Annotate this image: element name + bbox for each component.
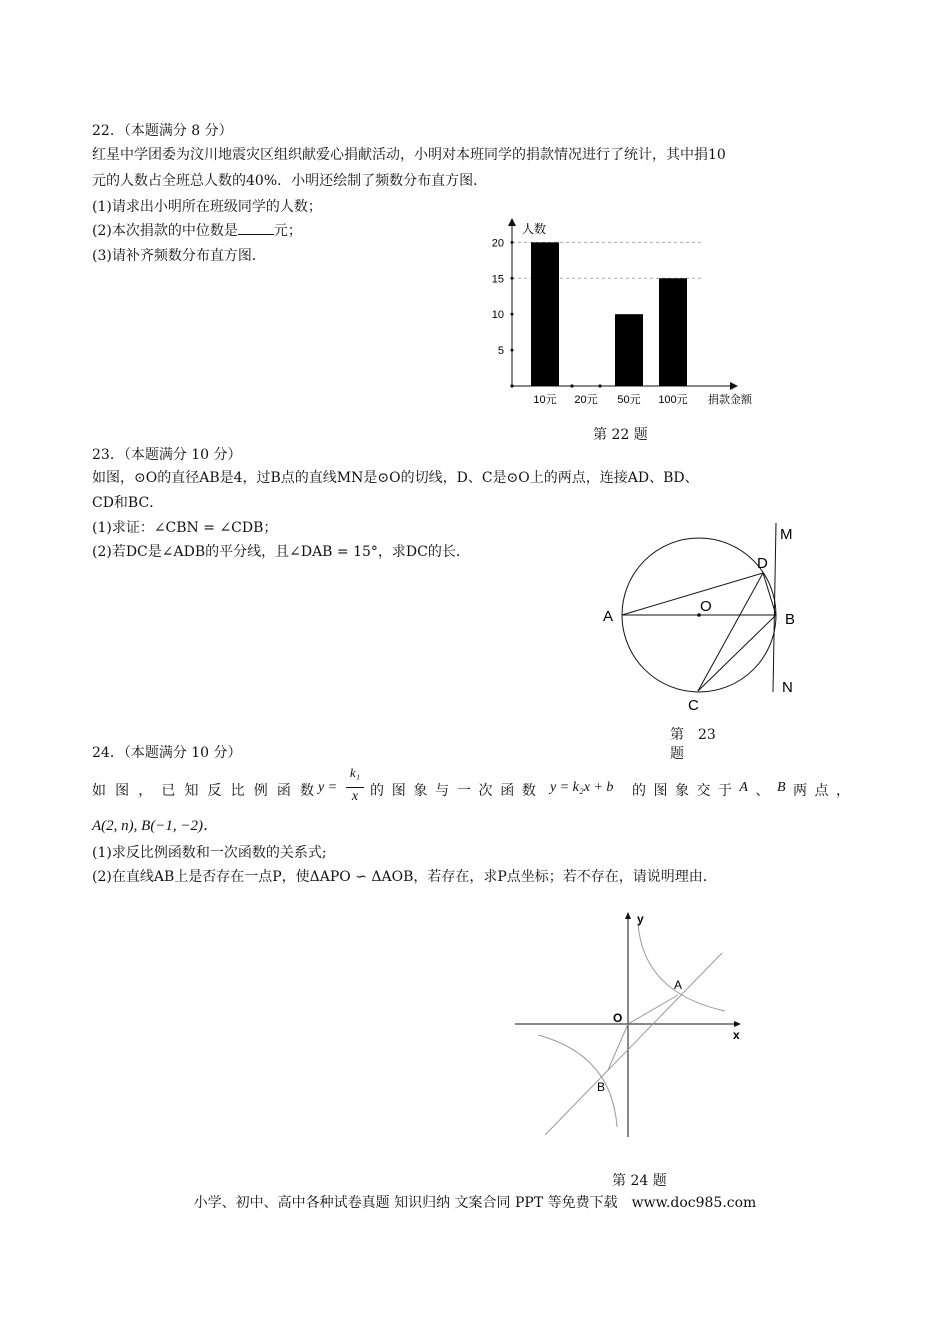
y-tick-dot [511, 277, 514, 280]
x-tick-label: 10元 [533, 394, 557, 406]
y-tick-label: 5 [497, 345, 504, 358]
label-y: y [637, 912, 644, 926]
y-axis-arrow [508, 218, 516, 226]
q22-part3: (3)请补齐频数分布直方图． [92, 248, 266, 264]
q24-word: 数 [299, 783, 314, 799]
label-n: N [782, 679, 793, 696]
bar-empty-dot [598, 384, 601, 387]
hyperbola-branch-q1 [638, 923, 725, 1011]
q24-word: 的 [370, 783, 384, 799]
fraction-bar [346, 787, 364, 788]
q24-word: 次 [478, 783, 493, 799]
q23-caption-a: 第 23 [670, 727, 716, 743]
label-x: x [733, 1028, 740, 1042]
q24-word: 两 [793, 783, 807, 799]
x-tick-label: 100元 [658, 394, 688, 406]
y-tick-label: 10 [491, 309, 504, 322]
q24-word: 的 [632, 783, 646, 799]
q24-word: 图 [115, 783, 130, 799]
circle-diagram [600, 520, 810, 720]
label-c: C [688, 697, 699, 714]
q24-word: 如 [92, 783, 106, 799]
q24-word: ， [138, 783, 153, 799]
q24-frac-num: k₁ [349, 765, 361, 780]
q24-word: 反 [207, 783, 222, 799]
q22-part2-before: (2)本次捐款的中位数是 [92, 223, 238, 239]
label-b: B [785, 611, 796, 628]
q24-line2: A(2, n), B(−1, −2)． [92, 818, 219, 834]
y-tick-label: 15 [491, 273, 504, 286]
y-tick-label: 20 [491, 237, 504, 250]
q24-part1: (1)求反比例函数和一次函数的关系式; [92, 845, 327, 861]
histogram-chart [480, 218, 770, 418]
q23-line1: 如图，⊙O的直径AB是4，过B点的直线MN是⊙O的切线，D、C是⊙O上的两点，连接AD、BD、 [92, 470, 699, 486]
q24-frac-den: x [351, 789, 359, 804]
bar-100元 [659, 278, 687, 386]
label-d: D [757, 555, 768, 572]
line-ab [545, 953, 722, 1135]
q23-part2: (2)若DC是∠ADB的平分线，且∠DAB = 15°，求DC的长． [92, 544, 470, 560]
function-graph [510, 905, 760, 1145]
y-tick-dot [511, 313, 514, 316]
q24-y-eq: y = [318, 780, 338, 795]
q24-part2: (2)在直线AB上是否存在一点P，使ΔAPO ∽ ΔAOB，若存在，求P点坐标；若不存在，请说明理由． [92, 869, 717, 885]
q24-word: 图 [653, 783, 668, 799]
label-o: O [613, 1011, 623, 1025]
bar-50元 [615, 314, 643, 386]
q24-word: 已 [161, 783, 176, 799]
q22-part2 [92, 220, 302, 240]
y-tick-dot [511, 241, 514, 244]
q24-word: 一 [456, 783, 471, 799]
q24-heading: 24．（本题满分 10 分） [92, 745, 242, 761]
y-tick-dot [511, 349, 514, 352]
origin-dot [510, 384, 513, 387]
q22-part2-after: 元； [273, 223, 302, 239]
bar-10元 [531, 242, 559, 386]
q24-word: 比 [230, 783, 245, 799]
segment-ob [608, 1024, 628, 1070]
q24-line1-words-b [370, 780, 536, 800]
label-a: A [674, 978, 683, 992]
q23-caption-b: 题 [670, 746, 684, 762]
segment-dc [698, 573, 763, 691]
bar-empty-dot [570, 384, 573, 387]
label-m: M [780, 526, 793, 543]
q24-word: 点 [814, 783, 829, 799]
segment-ad [622, 573, 763, 615]
hyperbola-branch-q3 [538, 1035, 617, 1127]
q24-line1 [92, 765, 852, 808]
q22-line1: 红星中学团委为汶川地震灾区组织献爱心捐献活动，小明对本班同学的捐款情况进行了统计，其中捐10 [92, 147, 726, 163]
label-a: A [603, 608, 614, 625]
q24-word: 函 [276, 783, 291, 799]
q24-linear: y = k₂x + b [550, 780, 614, 795]
q24-line1-words-c [632, 780, 850, 800]
q24-word: 例 [253, 783, 268, 799]
q22-line2: 元的人数占全班总人数的40%．小明还绘制了频数分布直方图． [92, 173, 488, 189]
q24-word: 于 [717, 783, 732, 799]
q22-part1: (1)请求出小明所在班级同学的人数； [92, 199, 322, 215]
q24-word: 、 [755, 783, 770, 799]
q23-line2: CD和BC． [92, 495, 164, 511]
q24-word: 函 [500, 783, 515, 799]
label-b: B [597, 1080, 606, 1094]
label-o: O [700, 598, 712, 615]
q24-line1-words-a [92, 780, 314, 800]
q24-word: 与 [435, 783, 450, 799]
answer-blank [238, 222, 274, 235]
q24-word: 知 [184, 783, 199, 799]
x-tick-label: 20元 [574, 394, 598, 406]
q22-caption: 第 22 题 [593, 427, 648, 443]
q22-heading: 22．（本题满分 8 分） [92, 123, 233, 139]
q23-part1: (1)求证：∠CBN = ∠CDB； [92, 520, 278, 536]
q24-word: 图 [391, 783, 406, 799]
q24-word: A [739, 780, 748, 795]
x-tick-label: 50元 [617, 394, 641, 406]
q24-caption: 第 24 题 [612, 1173, 667, 1189]
x-axis-label: 捐款金额 [708, 394, 752, 406]
q24-word: ， [835, 783, 850, 799]
q24-word: 交 [696, 783, 711, 799]
q24-word: 数 [521, 783, 536, 799]
segment-cb [698, 615, 776, 691]
q24-word: B [776, 780, 786, 795]
x-axis-arrow [730, 382, 738, 390]
y-axis-label: 人数 [522, 222, 547, 236]
page-footer: 小学、初中、高中各种试卷真题 知识归纳 文案合同 PPT 等免费下载 www.doc985.com [193, 1195, 757, 1211]
segment-db [763, 573, 776, 615]
q24-word: 象 [674, 783, 689, 799]
segment-oa [628, 995, 678, 1024]
q24-word: 象 [413, 783, 428, 799]
q23-heading: 23．（本题满分 10 分） [92, 447, 242, 463]
